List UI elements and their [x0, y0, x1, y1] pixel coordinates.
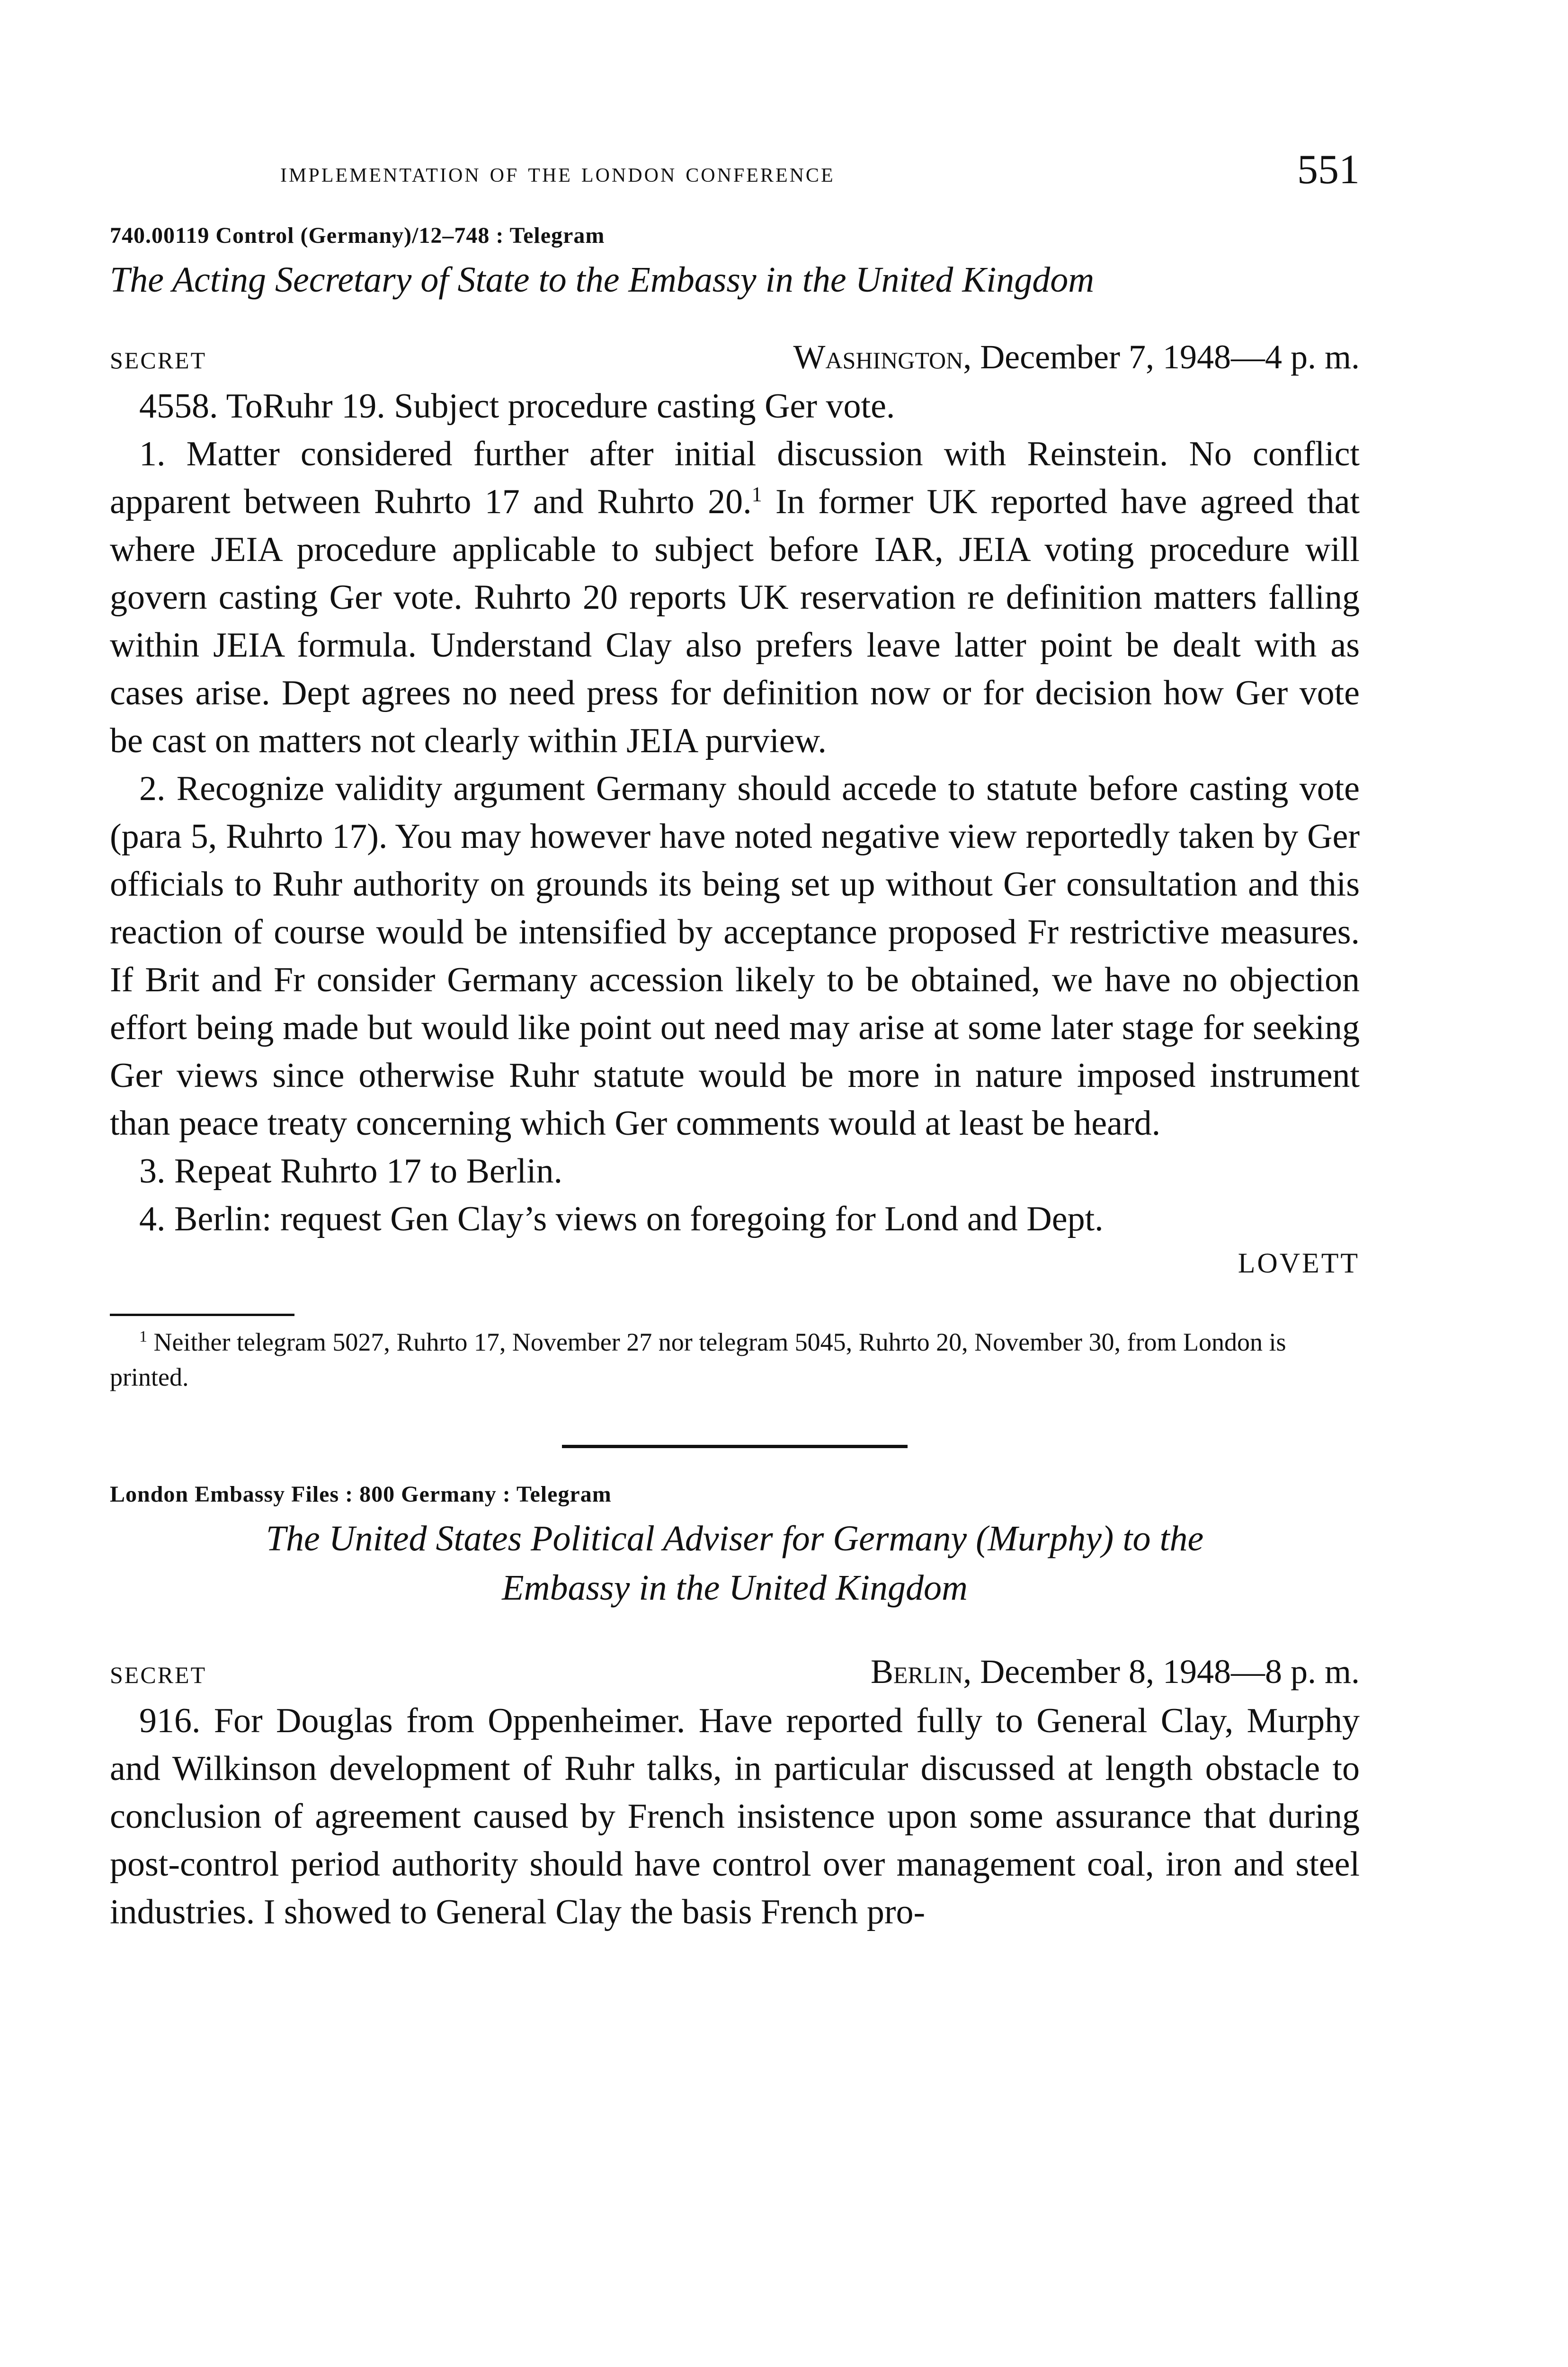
place-1: Washington	[793, 338, 963, 376]
paragraph-3: 3. Repeat Ruhrto 17 to Berlin.	[139, 1152, 563, 1191]
document-title-2-line-2: Embassy in the United Kingdom	[502, 1568, 968, 1608]
paragraph-4: 4. Berlin: request Gen Clay’s views on foregoing for Lond and Dept.	[139, 1200, 1104, 1238]
paragraph-2: 2. Recognize validity argument Germany should accede to statute before casting vote (para 5, Ruhrto 17). You may however have noted negative view reportedly taken by Ger officials to Ruhr authority on grounds its being set up without Ger consultation and this reaction of course would be intensified by acceptance proposed Fr restrictive measures. If Brit and Fr consider Germany accession likely to be obtained, we have no objection effort being made but would like point out need may arise at some later stage for seeking Ger views since otherwise Ruhr statute would be more in nature imposed instrument than peace treaty concerning which Ger comments would at least be heard.	[110, 769, 1360, 1143]
document-title-2-line-1: The United States Political Adviser for Germany (Murphy) to the	[266, 1519, 1204, 1558]
document-page	[110, 142, 1360, 1936]
date-1: , December 7, 1948—4 p. m.	[963, 338, 1360, 376]
paragraph-1-text-a: 1. Matter considered further after initial discussion with Reinstein. No conflict apparent between Ruhrto 17 and Ruhrto 20.	[110, 435, 1360, 521]
place-date-2	[871, 1652, 1360, 1691]
footnote-1	[110, 1325, 1360, 1395]
place-date-1	[793, 338, 1360, 377]
file-reference-1: 740.00119 Control (Germany)/12–748 : Telegram	[110, 223, 605, 248]
document-title-1: The Acting Secretary of State to the Embassy in the United Kingdom	[110, 260, 1095, 300]
signature-1: LOVETT	[1238, 1247, 1360, 1279]
paragraph-916: 916. For Douglas from Oppenheimer. Have reported fully to General Clay, Murphy and Wilkinson development of Ruhr talks, in particular discussed at length obstacle to conclusion of agreement caused by French insistence upon some assurance that during post-control period authority should have control over management coal, iron and steel industries. I showed to General Clay the basis French pro-	[110, 1701, 1360, 1931]
running-head-title: implementation of the london conference	[280, 157, 835, 188]
footnote-rule	[110, 1314, 294, 1316]
place-2: Berlin	[870, 1653, 963, 1691]
telegram-body-1	[110, 383, 1360, 1243]
telegram-body-2	[110, 1697, 1360, 1936]
running-head	[110, 142, 1360, 194]
page-number: 551	[1297, 147, 1360, 193]
footnote-marker: 1	[139, 1328, 147, 1345]
section-divider	[562, 1445, 908, 1448]
date-2: , December 8, 1948—8 p. m.	[963, 1653, 1360, 1691]
paragraph-1-text-b: In former UK reported have agreed that where JEIA procedure applicable to subject before IAR, JEIA voting procedure will govern casting Ger vote. Ruhrto 20 reports UK reservation re definition matters falling within JEIA formula. Understand Clay also prefers leave latter point be dealt with as cases arise. Dept agrees no need press for definition now or for decision how Ger vote be cast on matters not clearly within JEIA purview.	[110, 482, 1360, 760]
document-title-2	[110, 1514, 1360, 1612]
dateline-1	[110, 338, 1360, 377]
dateline-2	[110, 1652, 1360, 1691]
paragraph-intro: 4558. ToRuhr 19. Subject procedure casting Ger vote.	[139, 387, 895, 426]
classification-1: SECRET	[110, 347, 207, 374]
classification-2: SECRET	[110, 1662, 207, 1688]
paragraph-1	[110, 430, 1360, 765]
footnote-text: Neither telegram 5027, Ruhrto 17, November 27 nor telegram 5045, Ruhrto 20, November 30, from London is printed.	[110, 1328, 1286, 1391]
footnote-reference: 1	[751, 482, 762, 506]
file-reference-2: London Embassy Files : 800 Germany : Telegram	[110, 1482, 612, 1507]
